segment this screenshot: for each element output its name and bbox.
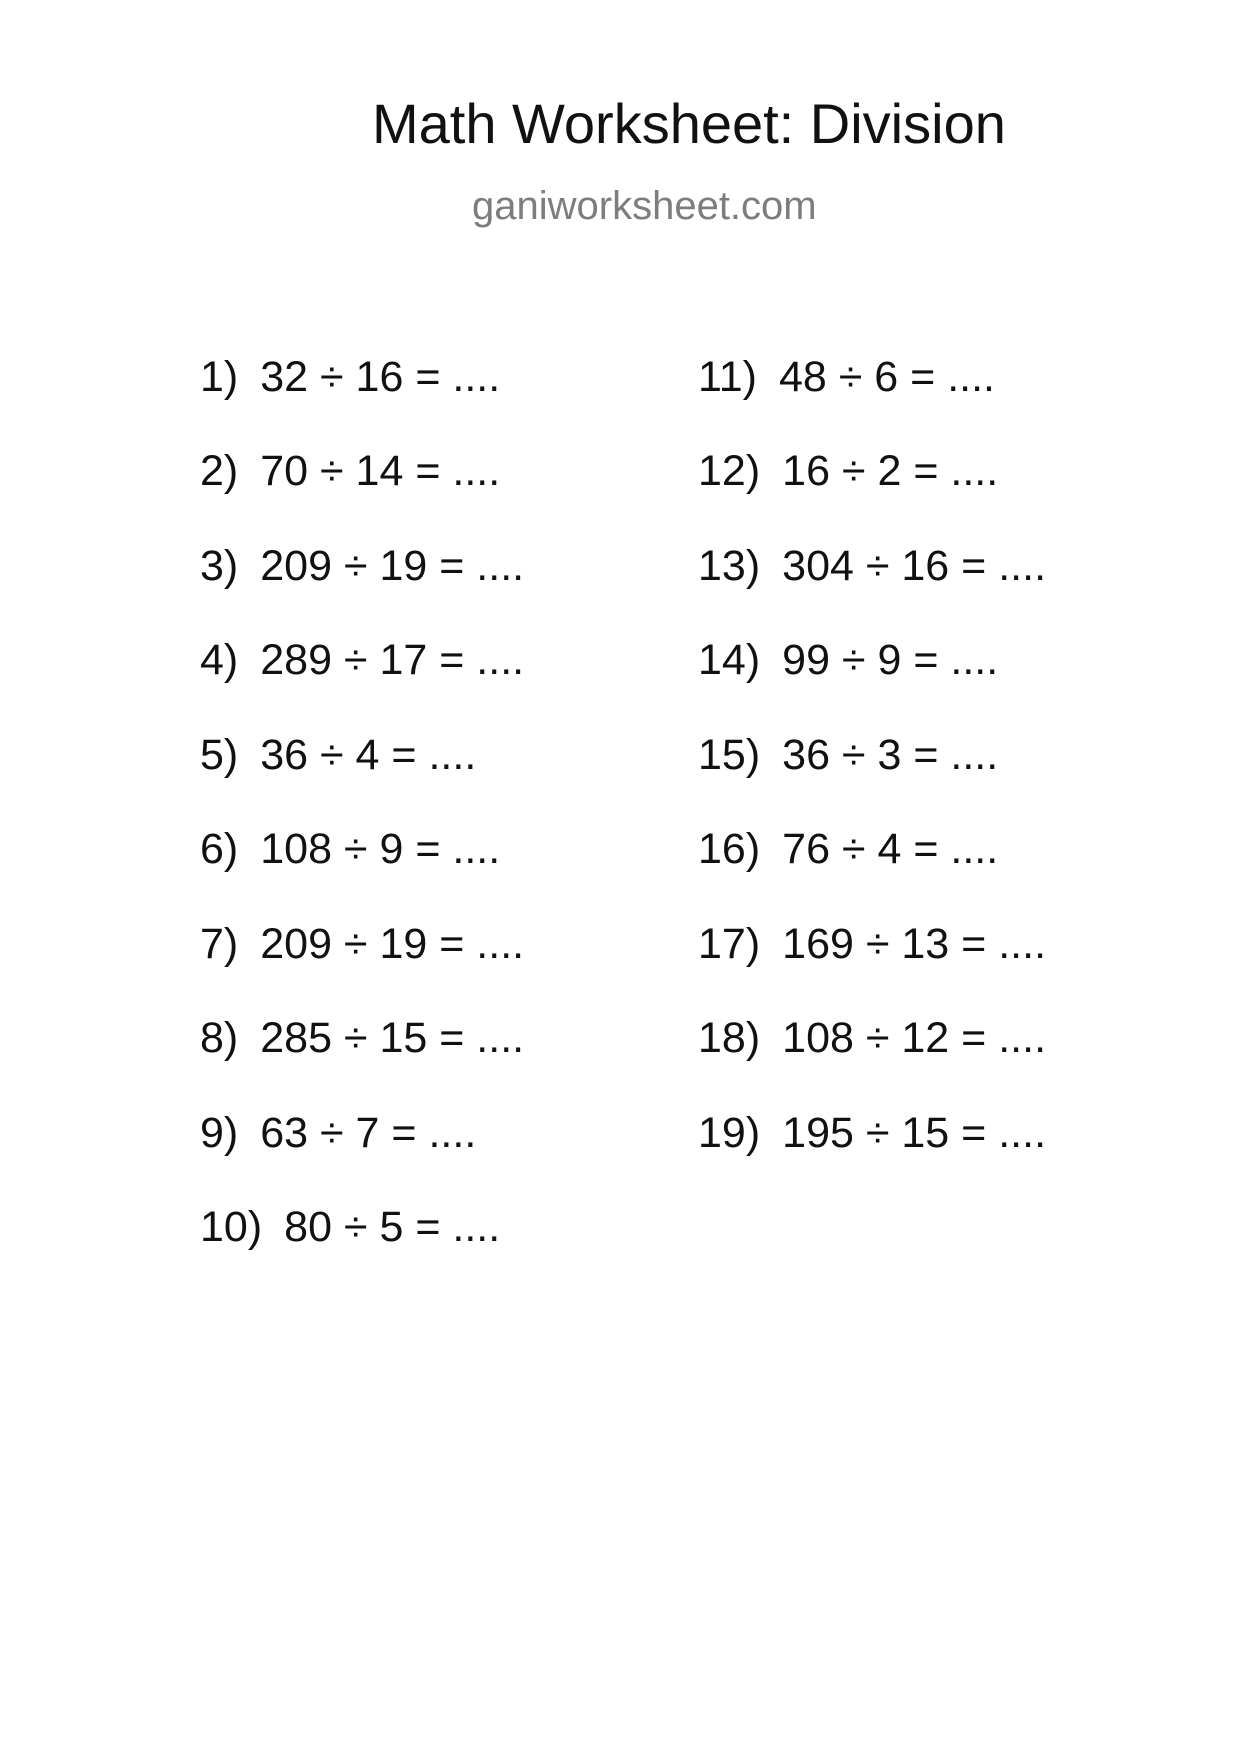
problem-item [698,636,999,684]
problem-item [698,1014,1047,1062]
problem-expression: 99 ÷ 9 = .... [782,636,999,684]
problem-number: 7) [200,920,239,968]
problem-number: 16) [698,825,761,873]
problem-expression: 108 ÷ 12 = .... [782,1014,1047,1062]
problem-expression: 169 ÷ 13 = .... [782,920,1047,968]
problem-number: 3) [200,542,239,590]
problem-item [200,920,525,968]
problem-expression: 16 ÷ 2 = .... [782,447,999,495]
page-title: Math Worksheet: Division [372,92,1006,155]
problem-number: 17) [698,920,761,968]
problem-number: 13) [698,542,761,590]
site-url: ganiworksheet.com [472,184,817,228]
problem-number: 15) [698,731,761,779]
problem-number: 10) [200,1203,263,1251]
problem-item [698,920,1047,968]
problem-number: 8) [200,1014,239,1062]
problem-expression: 289 ÷ 17 = .... [260,636,525,684]
problem-expression: 80 ÷ 5 = .... [284,1203,501,1251]
problem-number: 9) [200,1109,239,1157]
problem-item [200,353,501,401]
problem-expression: 108 ÷ 9 = .... [260,825,501,873]
problem-number: 5) [200,731,239,779]
problem-item [698,447,999,495]
problem-expression: 209 ÷ 19 = .... [260,920,525,968]
problem-number: 14) [698,636,761,684]
problem-expression: 209 ÷ 19 = .... [260,542,525,590]
problem-expression: 195 ÷ 15 = .... [782,1109,1047,1157]
problem-expression: 70 ÷ 14 = .... [260,447,501,495]
problem-number: 1) [200,353,239,401]
problem-number: 18) [698,1014,761,1062]
problem-item [200,731,477,779]
problem-expression: 32 ÷ 16 = .... [260,353,501,401]
problem-item [200,447,501,495]
problem-expression: 76 ÷ 4 = .... [782,825,999,873]
problem-expression: 48 ÷ 6 = .... [778,353,995,401]
problem-item [698,1109,1047,1157]
problem-expression: 36 ÷ 3 = .... [782,731,999,779]
problem-item [698,353,995,401]
problem-number: 19) [698,1109,761,1157]
problem-number: 4) [200,636,239,684]
problem-number: 2) [200,447,239,495]
problem-number: 12) [698,447,761,495]
problem-expression: 63 ÷ 7 = .... [260,1109,477,1157]
problem-number: 6) [200,825,239,873]
problem-item [698,731,999,779]
problem-item [200,1203,501,1251]
problem-item [200,636,525,684]
problem-item [200,1014,525,1062]
problem-expression: 285 ÷ 15 = .... [260,1014,525,1062]
problem-expression: 36 ÷ 4 = .... [260,731,477,779]
problem-item [200,542,525,590]
problem-number: 11) [698,353,757,401]
problem-item [698,825,999,873]
problem-item [200,1109,477,1157]
problem-item [698,542,1047,590]
problem-item [200,825,501,873]
problem-expression: 304 ÷ 16 = .... [782,542,1047,590]
